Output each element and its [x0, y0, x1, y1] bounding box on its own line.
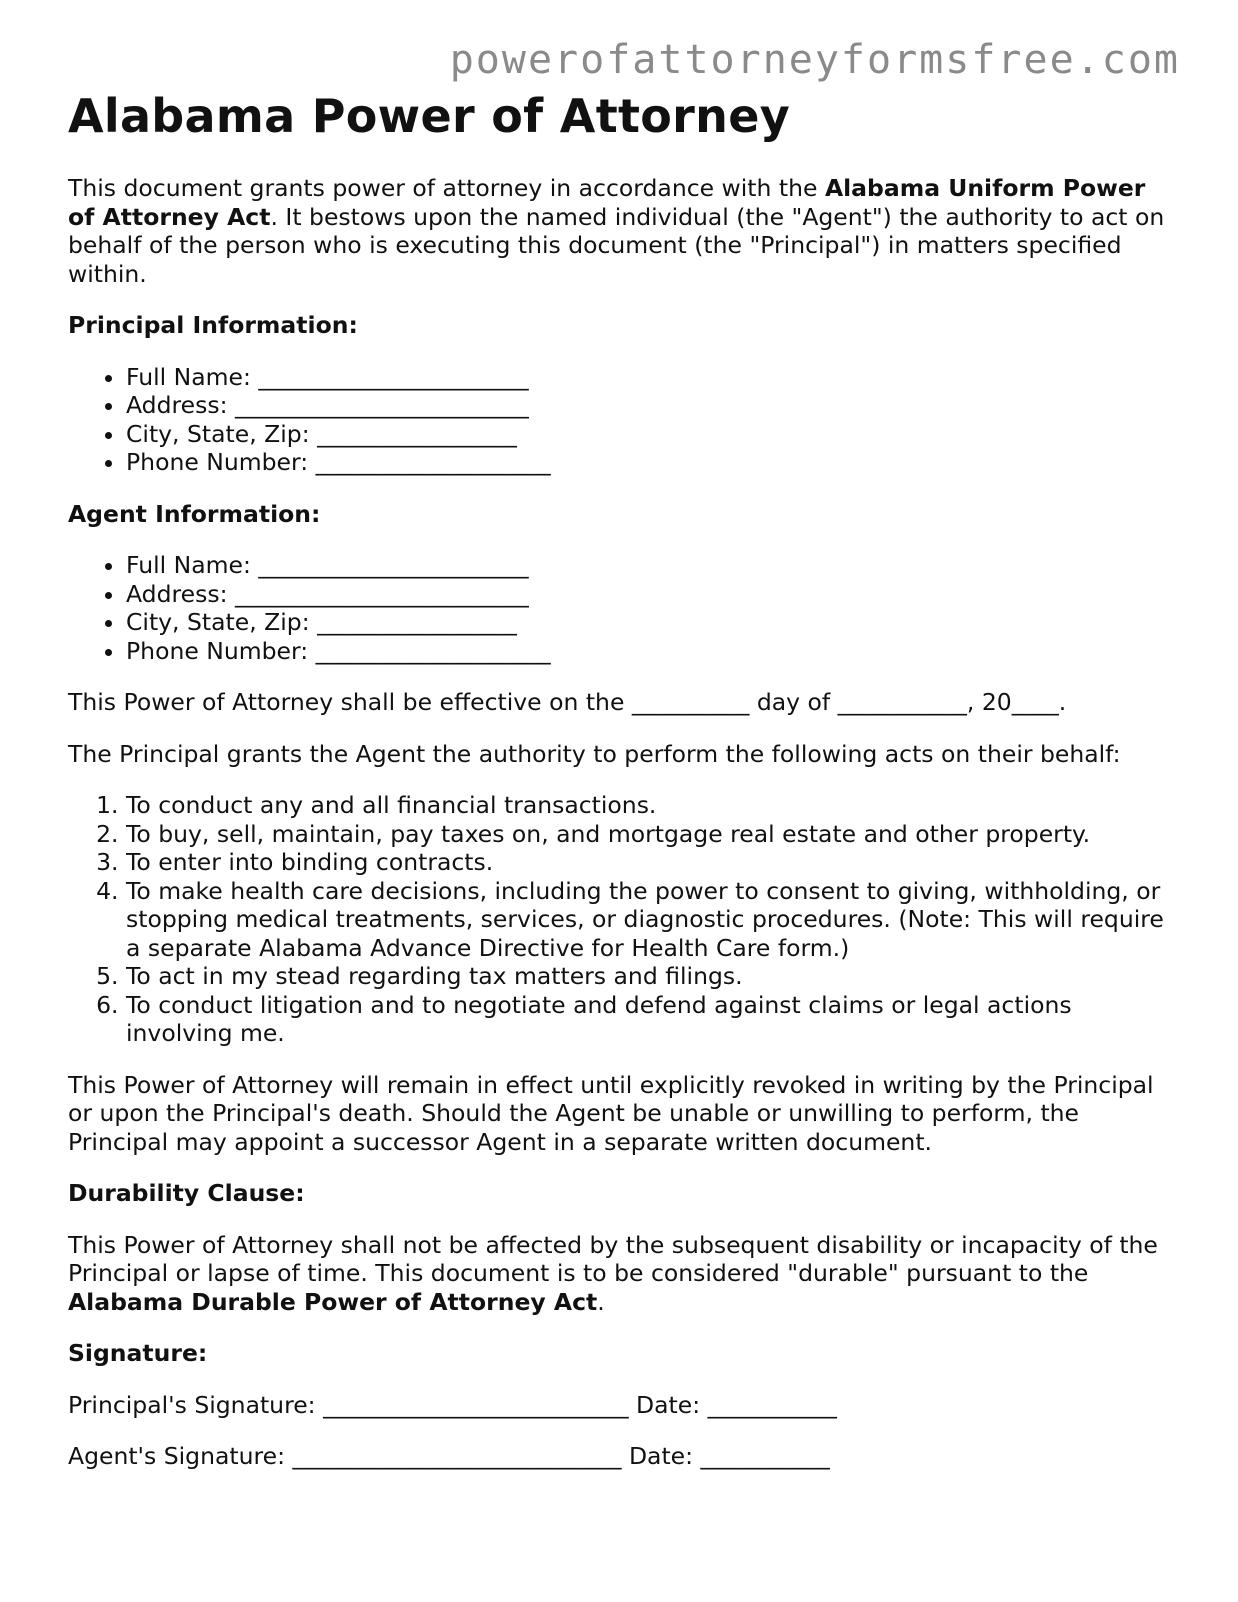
durability-text-end: .: [597, 1287, 605, 1316]
intro-text-start: This document grants power of attorney in accordance with the: [68, 174, 825, 202]
durability-text-start: This Power of Attorney shall not be affected by the subsequent disability or incapacity of the Principal or lapse of time. This document is to be considered "durable" pursuant to the: [68, 1230, 1158, 1287]
principal-full-name-field[interactable]: • Full Name: _______________________: [126, 363, 1178, 392]
document-title: Alabama Power of Attorney: [68, 89, 791, 143]
agent-city-state-zip-field[interactable]: • City, State, Zip: _________________: [126, 608, 1178, 637]
principal-address-field[interactable]: • Address: _________________________: [126, 391, 1178, 420]
agent-address-field[interactable]: • Address: _________________________: [126, 580, 1178, 609]
act-item-contracts: 3. To enter into binding contracts.: [126, 848, 1178, 877]
principal-fields-list: [68, 363, 1178, 477]
effective-date-line[interactable]: This Power of Attorney shall be effective on the __________ day of ___________, 20____.: [68, 688, 1067, 716]
revocation-paragraph: This Power of Attorney will remain in effect until explicitly revoked in writing by the Principal or upon the Principal's death. Should the Agent be unable or unwilling to perform, the Principal may appoint a successor Agent in a separate written document.: [68, 1070, 1154, 1156]
signature-heading: Signature:: [68, 1339, 208, 1367]
durability-heading: Durability Clause:: [68, 1179, 305, 1207]
intro-act-name: Alabama Uniform Power of Attorney Act: [68, 174, 1146, 231]
principal-signature-line[interactable]: Principal's Signature: __________________________ Date: ___________: [68, 1390, 837, 1419]
act-item-health-care: 4. To make health care decisions, including the power to consent to giving, withholding, or stopping medical treatments, services, or diagnostic procedures. (Note: This will require a separate Alabama Advance Directive for Health Care form.): [126, 877, 1178, 963]
agent-full-name-field[interactable]: • Full Name: _______________________: [126, 551, 1178, 580]
acts-list: [68, 791, 1178, 1048]
principal-city-state-zip-field[interactable]: • City, State, Zip: _________________: [126, 420, 1178, 449]
document-page: [68, 88, 1178, 1494]
durability-paragraph: [68, 1231, 1178, 1317]
act-item-property: 2. To buy, sell, maintain, pay taxes on, and mortgage real estate and other property.: [126, 820, 1178, 849]
principal-phone-field[interactable]: • Phone Number: ____________________: [126, 448, 1178, 477]
intro-paragraph: [68, 174, 1178, 288]
act-item-litigation: 6. To conduct litigation and to negotiate and defend against claims or legal actions involving me.: [126, 991, 1178, 1048]
watermark: powerofattorneyformsfree.com: [449, 37, 1180, 83]
agent-fields-list: [68, 551, 1178, 665]
agent-signature-line[interactable]: Agent's Signature: ____________________________ Date: ___________: [68, 1442, 830, 1470]
agent-phone-field[interactable]: • Phone Number: ____________________: [126, 637, 1178, 666]
grant-intro: The Principal grants the Agent the authority to perform the following acts on their behalf:: [68, 739, 1121, 768]
intro-text-end: . It bestows upon the named individual (the "Agent") the authority to act on behalf of the person who is executing this document (the "Principal") in matters specified within.: [68, 202, 1165, 288]
act-item-financial: 1. To conduct any and all financial transactions.: [126, 791, 1178, 820]
principal-heading: Principal Information:: [68, 311, 358, 339]
durability-act-name: Alabama Durable Power of Attorney Act: [68, 1287, 598, 1316]
agent-heading: Agent Information:: [68, 499, 321, 528]
act-item-tax: 5. To act in my stead regarding tax matters and filings.: [126, 962, 1178, 991]
